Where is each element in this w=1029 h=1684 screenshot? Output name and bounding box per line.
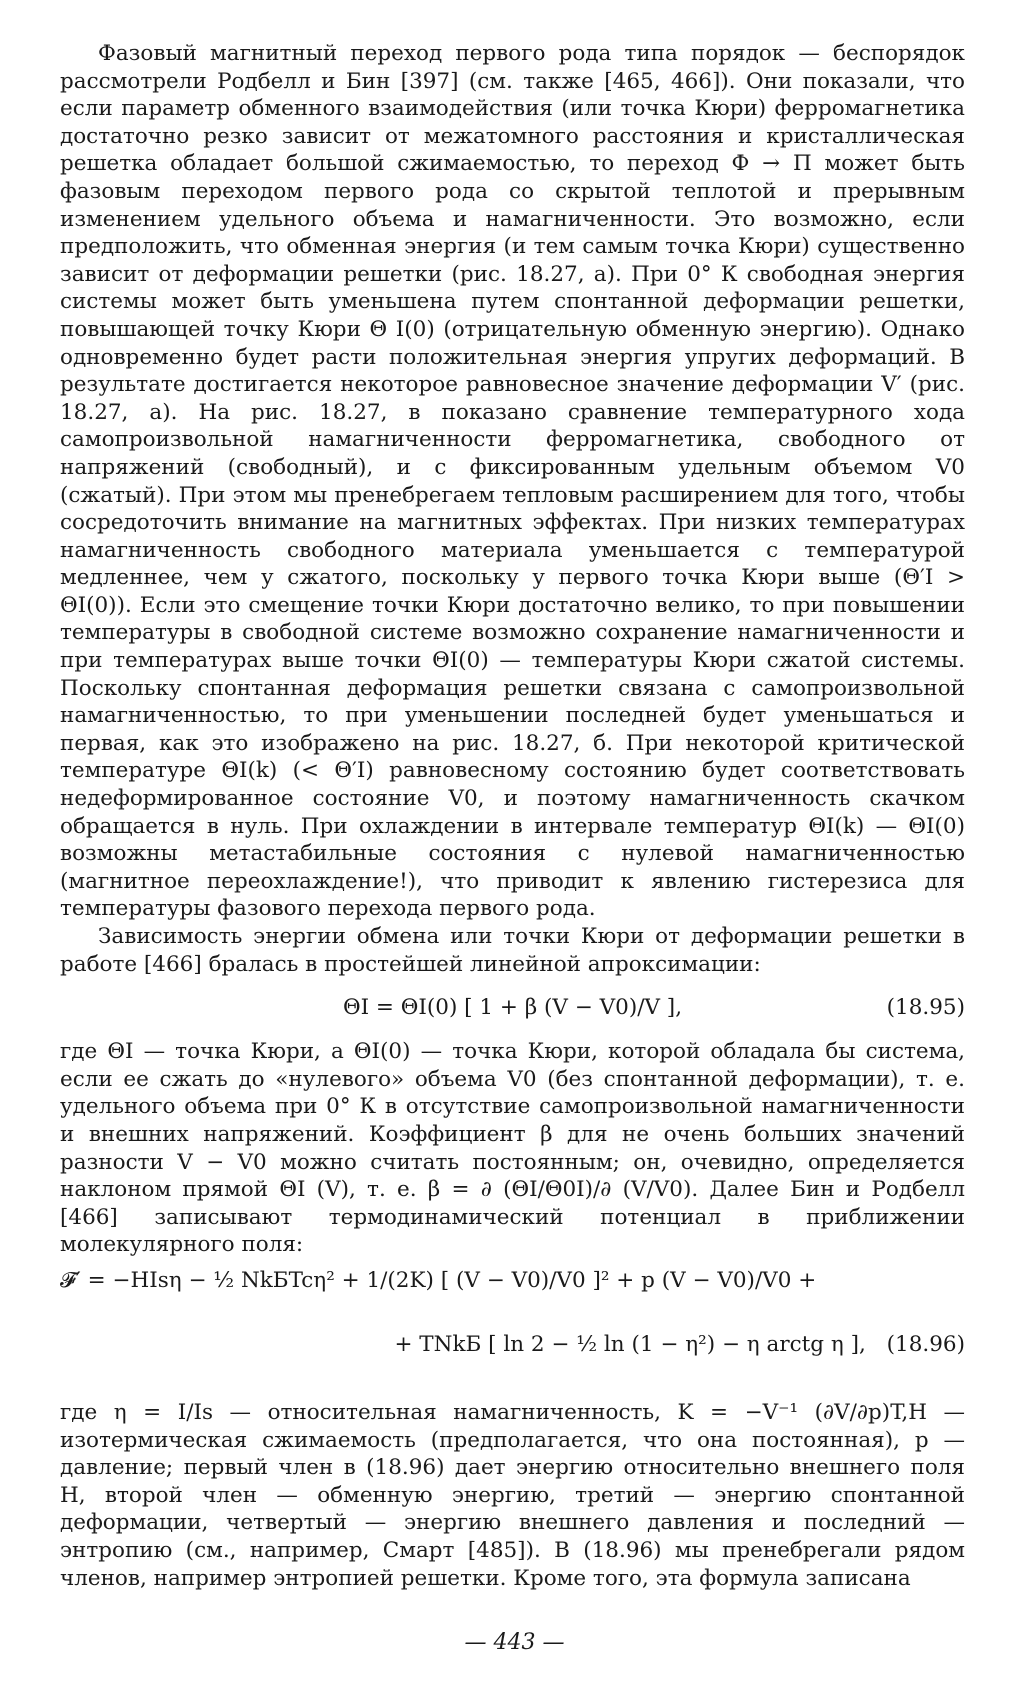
equation-18-95-number: (18.95) <box>886 995 965 1021</box>
equation-18-95 <box>60 978 965 1038</box>
page-body <box>60 40 965 1592</box>
paragraph-2: Зависимость энергии обмена или точки Кюри от деформации решетки в работе [466] бралась в простейшей линейной апроксимации: <box>60 924 965 977</box>
page-number: — 443 — <box>464 1630 565 1655</box>
equation-18-96-line-2 <box>394 1331 965 1359</box>
equation-18-95-body: ΘI = ΘI(0) [ 1 + β (V − V0)/V ], <box>342 995 683 1021</box>
paragraph-1: Фазовый магнитный переход первого рода типа порядок — беспорядок рассмотрели Родбелл и Бин [397] (см. также [465, 466]). Они показали, что если параметр обменного взаимодействия (или точка Кюри) ферромагнетика достаточно резко зависит от межатомного расстояния и кристаллическая решетка обладает большой сжимаемостью, то переход Ф → П может быть фазовым переходом первого рода со скрытой теплотой и прерывным изменением удельного объема и намагниченности. Это возможно, если предположить, что обменная энергия (и тем самым точка Кюри) существенно зависит от деформации решетки (рис. 18.27, а). При 0° К свободная энергия системы может быть уменьшена путем спонтанной деформации решетки, повышающей точку Кюри Θ I(0) (отрицательную обменную энергию). Однако одновременно будет расти положительная энергия упругих деформаций. В результате достигается некоторое равновесное значение деформации V′ (рис. 18.27, а). На рис. 18.27, в показано сравнение температурного хода самопроизвольной намагниченности ферромагнетика, свободного от напряжений (свободный), и с фиксированным удельным объемом V0 (сжатый). При этом мы пренебрегаем тепловым расширением для того, чтобы сосредоточить внимание на магнитных эффектах. При низких температурах намагниченность свободного материала уменьшается с температурой медленнее, чем у сжатого, поскольку у первого точка Кюри выше (Θ′I > ΘI(0)). Если это смещение точки Кюри достаточно велико, то при повышении температуры в свободной системе возможно сохранение намагниченности и при температурах выше точки ΘI(0) — температуры Кюри сжатой системы. Поскольку спонтанная деформация решетки связана с самопроизвольной намагниченностью, то при уменьшении последней будет уменьшаться и первая, как это изображено на рис. 18.27, б. При некоторой критической температуре ΘI(k) (< Θ′I) равновесному состоянию будет соответствовать недеформированное состояние V0, и поэтому намагниченность скачком обращается в нуль. При охлаждении в интервале температур ΘI(k) — ΘI(0) возможны метастабильные состояния с нулевой намагниченностью (магнитное переохлаждение!), что приводит к явлению гистерезиса для температуры фазового перехода первого рода. <box>60 41 965 922</box>
paragraph-3: где ΘI — точка Кюри, а ΘI(0) — точка Кюри, которой обладала бы система, если ее сжать до «нулевого» объема V0 (без спонтанной деформации), т. е. удельного объема при 0° К в отсутствие самопроизвольной намагниченности и внешних напряжений. Коэффициент β для не очень больших значений разности V − V0 можно считать постоянным; он, очевидно, определяется наклоном прямой ΘI (V), т. е. β = ∂ (ΘI/Θ0I)/∂ (V/V0). Далее Бин и Родбелл [466] записывают термодинамический потенциал в приближении молекулярного поля: <box>60 1039 965 1258</box>
equation-18-96-line-1: 𝓕′ = −HIsη − ½ NkБTcη² + 1/(2K) [ (V − V0)/V0 ]² + p (V − V0)/V0 + <box>60 1267 817 1293</box>
equation-18-96-number: (18.96) <box>886 1331 965 1357</box>
paragraph-4: где η = I/Is — относительная намагниченность, K = −V⁻¹ (∂V/∂p)T,H — изотермическая сжимаемость (предполагается, что она постоянная), p — давление; первый член в (18.96) дает энергию относительно внешнего поля H, второй член — обменную энергию, третий — энергию спонтанной деформации, четвертый — энергию внешнего давления и последний — энтропию (см., например, Смарт [485]). В (18.96) мы пренебрегали рядом членов, например энтропией решетки. Кроме того, эта формула записана <box>60 1399 965 1591</box>
equation-18-96 <box>60 1259 965 1399</box>
equation-18-96-line-2-body: + TNkБ [ ln 2 − ½ ln (1 − η²) − η arctg η ], <box>394 1331 866 1357</box>
